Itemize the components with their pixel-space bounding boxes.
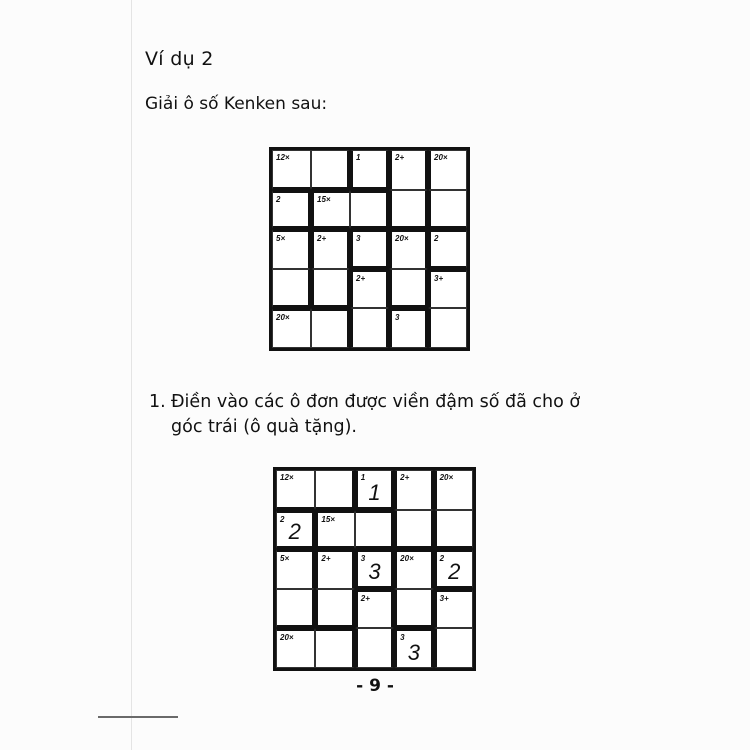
cage-clue: 3: [395, 313, 400, 323]
cage-clue: 2: [439, 554, 445, 564]
page-edge-mark: [98, 716, 178, 718]
grid-cell: [272, 150, 311, 190]
grid-cell: [315, 589, 354, 629]
grid-cell: [350, 229, 389, 269]
grid-cell: [355, 589, 394, 629]
grid-cell: [315, 510, 354, 550]
cage-clue: 2+: [356, 273, 366, 283]
kenken-puzzle-grid: [269, 147, 470, 351]
grid-cell: [311, 269, 350, 309]
cage-clue: 20×: [280, 633, 294, 643]
grid-cell: [389, 308, 428, 348]
cage-clue: 2+: [400, 473, 410, 482]
grid-cell: [428, 190, 467, 230]
cage-clue: 2: [276, 194, 281, 204]
grid-cell: [389, 190, 428, 230]
grid-cell: [389, 150, 428, 190]
cage-clue: 5×: [276, 234, 286, 244]
binding-shadow: [131, 0, 132, 750]
cage-clue: 1: [360, 473, 366, 482]
grid-cell: [276, 549, 315, 589]
grid-cell: [394, 549, 433, 589]
cage-clue: 3: [356, 234, 361, 244]
grid-cell: [311, 229, 350, 269]
cage-clue: 2+: [321, 554, 331, 564]
grid-cell: [350, 150, 389, 190]
step-text: Điền vào các ô đơn được viền đậm số đã cho ở góc trái (ô quà tặng).: [171, 392, 581, 437]
filled-value: 1: [368, 479, 381, 505]
page-number: - 9 -: [356, 676, 394, 696]
cage-clue: 20×: [434, 153, 448, 162]
grid-cell: [434, 628, 473, 668]
step-number: 1.: [149, 392, 166, 412]
grid-cell: [276, 628, 315, 668]
grid-cell: [272, 269, 311, 309]
grid-cell: [428, 150, 467, 190]
filled-value: 2: [288, 519, 301, 545]
step-1: [149, 390, 589, 440]
cage-clue: 3+: [434, 273, 444, 283]
filled-value: 3: [407, 639, 420, 665]
grid-cell: [315, 628, 354, 668]
grid-cell: [355, 510, 394, 550]
filled-value: 2: [448, 558, 461, 584]
grid-cell: [315, 549, 354, 589]
grid-cell: [276, 589, 315, 629]
grid-cell: [355, 470, 394, 510]
grid-cell: [389, 229, 428, 269]
grid-cell: [350, 190, 389, 230]
grid-cell: [394, 470, 433, 510]
grid-cell: [434, 470, 473, 510]
grid-cell: [428, 308, 467, 348]
grid-cell: [394, 510, 433, 550]
cage-clue: 20×: [395, 234, 409, 244]
grid-cell: [315, 470, 354, 510]
grid-cell: [276, 510, 315, 550]
filled-value: 3: [368, 558, 381, 584]
grid-cell: [311, 190, 350, 230]
grid-cell: [394, 589, 433, 629]
cage-clue: 12×: [276, 153, 290, 162]
intro-text: Giải ô số Kenken sau:: [145, 94, 328, 114]
grid-cell: [272, 190, 311, 230]
grid-cell: [272, 308, 311, 348]
cage-clue: 3+: [439, 593, 449, 603]
grid-cell: [394, 628, 433, 668]
grid-cell: [272, 229, 311, 269]
cage-clue: 15×: [321, 514, 335, 524]
grid-cell: [434, 589, 473, 629]
cage-clue: 2+: [360, 593, 370, 603]
cage-clue: 3: [360, 554, 366, 564]
cage-clue: 20×: [276, 313, 290, 323]
cage-clue: 1: [356, 153, 361, 162]
grid-cell: [350, 269, 389, 309]
cage-clue: 3: [400, 633, 405, 643]
grid-cell: [276, 470, 315, 510]
cage-clue: 2+: [395, 153, 405, 162]
cage-clue: 5×: [280, 554, 290, 564]
grid-cell: [434, 549, 473, 589]
cage-clue: 2: [434, 234, 439, 244]
grid-cell: [311, 308, 350, 348]
grid-cell: [311, 150, 350, 190]
grid-cell: [434, 510, 473, 550]
grid-cell: [355, 549, 394, 589]
grid-cell: [428, 229, 467, 269]
cage-clue: 20×: [439, 473, 454, 482]
cage-clue: 20×: [400, 554, 414, 564]
cage-clue: 2: [280, 514, 285, 524]
example-heading: Ví dụ 2: [145, 48, 214, 70]
cage-clue: 15×: [317, 194, 331, 204]
cage-clue: 12×: [280, 473, 294, 482]
grid-cell: [355, 628, 394, 668]
kenken-step-grid: [273, 467, 476, 671]
grid-cell: [350, 308, 389, 348]
grid-cell: [428, 269, 467, 309]
grid-cell: [389, 269, 428, 309]
cage-clue: 2+: [317, 234, 327, 244]
